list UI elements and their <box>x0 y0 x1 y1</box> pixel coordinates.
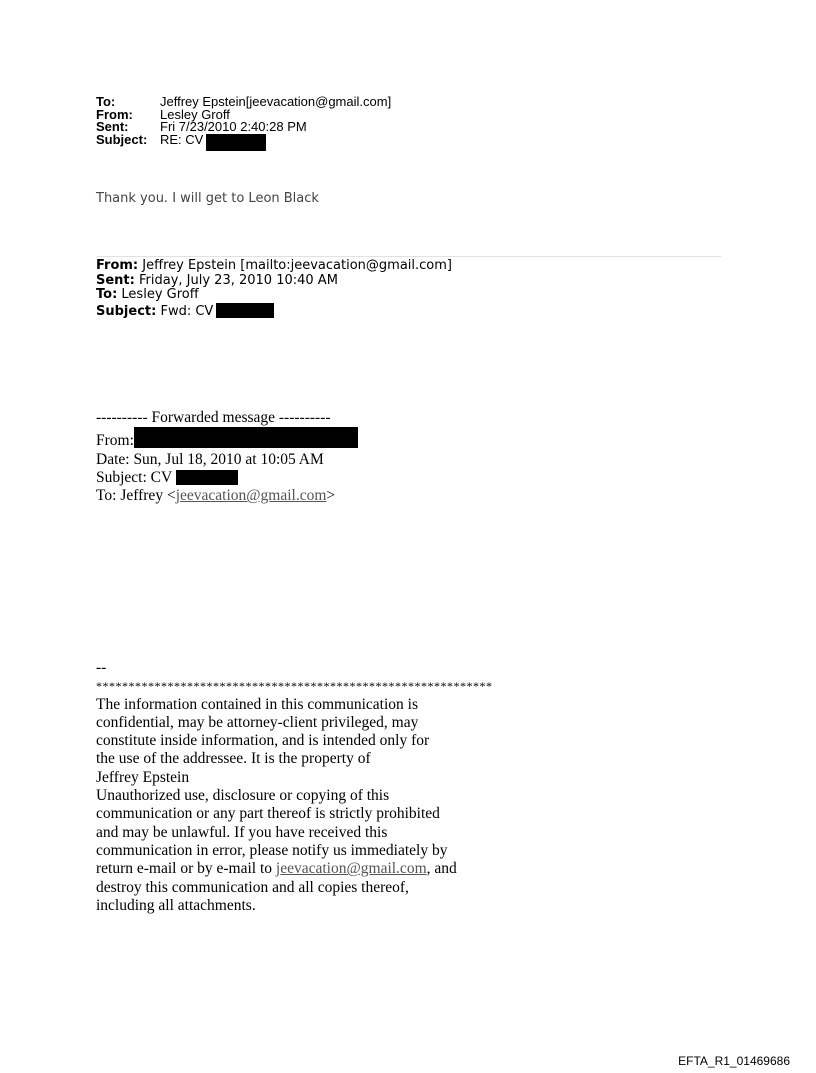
email-header <box>96 96 391 151</box>
footer-line: including all attachments. <box>96 896 256 914</box>
original-sent-row <box>96 274 452 289</box>
redaction-block <box>134 427 358 448</box>
footer-line: communication or any part thereof is strictly prohibited <box>96 805 440 823</box>
original-from-row <box>96 259 452 274</box>
separator-line <box>96 256 721 257</box>
forwarded-banner: ---------- Forwarded message ---------- <box>96 409 331 426</box>
original-sent-label: Sent: <box>96 272 135 288</box>
header-to-value: Jeffrey Epstein[jeevacation@gmail.com] <box>160 94 392 109</box>
forwarded-to-row <box>96 487 358 505</box>
header-sent-value: Fri 7/23/2010 2:40:28 PM <box>160 119 307 134</box>
forwarded-subject: Subject: CV <box>96 468 172 486</box>
header-to-label: To: <box>96 94 116 109</box>
header-from-value: Lesley Groff <box>160 106 230 122</box>
original-to-row <box>96 288 452 303</box>
forwarded-to-suffix: > <box>326 487 336 505</box>
original-subject-row <box>96 303 452 320</box>
header-from-label: From: <box>96 106 133 122</box>
footer-line: communication in error, please notify us immediately by <box>96 841 448 859</box>
original-to-value: Lesley Groff <box>121 287 199 302</box>
header-to-row <box>96 96 391 109</box>
footer-return-suffix: , and <box>426 860 457 878</box>
redaction-block <box>206 134 266 151</box>
original-subject-value: Fwd: CV <box>160 303 214 319</box>
original-to-label: To: <box>96 287 118 302</box>
original-message-header <box>96 259 452 319</box>
original-from-label: From: <box>96 258 139 273</box>
forwarded-subject-row <box>96 469 358 487</box>
footer-stars: ************************************************************* <box>96 679 493 694</box>
original-sent-value: Friday, July 23, 2010 10:40 AM <box>139 272 338 288</box>
confidentiality-footer <box>96 659 493 915</box>
footer-line: Jeffrey Epstein <box>96 768 190 786</box>
footer-line: the use of the addressee. It is the property of <box>96 750 371 768</box>
header-subject-value: RE: CV <box>160 131 204 147</box>
header-subject-row <box>96 131 391 151</box>
redaction-block <box>176 470 238 485</box>
footer-email-link[interactable]: jeevacation@gmail.com <box>275 860 427 878</box>
forwarded-message <box>96 409 358 505</box>
footer-return-prefix: return e-mail or by e-mail to <box>96 860 276 878</box>
footer-line: constitute inside information, and is intended only for <box>96 732 430 750</box>
forwarded-from-row <box>96 427 358 450</box>
redaction-block <box>216 303 274 318</box>
original-subject-label: Subject: <box>96 303 157 319</box>
footer-line: and may be unlawful. If you have received this <box>96 823 388 841</box>
forwarded-from-label: From: <box>96 432 134 450</box>
forwarded-to-email-link[interactable]: jeevacation@gmail.com <box>175 487 327 505</box>
header-sent-label: Sent: <box>96 119 129 134</box>
footer-line: destroy this communication and all copies thereof, <box>96 878 409 896</box>
footer-return-line <box>96 860 493 878</box>
forwarded-to-prefix: To: Jeffrey < <box>96 487 176 505</box>
header-subject-label: Subject: <box>96 131 148 147</box>
footer-line: confidential, may be attorney-client privileged, may <box>96 713 419 731</box>
footer-line: The information contained in this communication is <box>96 695 418 713</box>
reply-body: Thank you. I will get to Leon Black <box>96 191 319 206</box>
original-from-value: Jeffrey Epstein [mailto:jeevacation@gmail.com] <box>142 258 452 273</box>
forwarded-date: Date: Sun, Jul 18, 2010 at 10:05 AM <box>96 450 324 468</box>
footer-line: Unauthorized use, disclosure or copying of this <box>96 787 390 805</box>
bates-number: EFTA_R1_01469686 <box>678 1054 790 1068</box>
footer-dashes: -- <box>96 659 107 676</box>
